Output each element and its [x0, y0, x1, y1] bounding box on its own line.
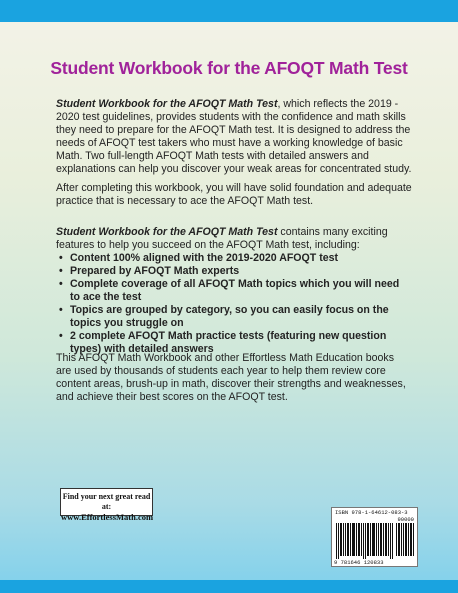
bullet-icon: • — [59, 278, 63, 290]
bullet-icon: • — [59, 330, 63, 342]
bottom-accent-bar — [0, 580, 458, 593]
barcode-bars-icon — [336, 523, 394, 559]
feature-text: 2 complete AFOQT Math practice tests (featuring new question types) with detailed answers — [70, 330, 387, 355]
feature-text: Content 100% aligned with the 2019-2020 AFOQT test — [70, 252, 339, 264]
completion-text: After completing this workbook, you will have solid foundation and adequate practice that is necessary to ace the AFOQT Math test. — [56, 182, 412, 207]
page-title: Student Workbook for the AFOQT Math Test — [50, 58, 408, 78]
features-book-title: Student Workbook for the AFOQT Math Test — [56, 226, 278, 238]
closing-text: This AFOQT Math Workbook and other Effortless Math Education books are used by thousands of students each year to help them review core content areas, brush-up in math, discover their strengths and weaknesses, and achieve their best scores on the AFOQT test. — [56, 352, 406, 403]
feature-text: Complete coverage of all AFOQT Math topics which you will need to ace the test — [70, 278, 400, 303]
website-promo-box — [60, 488, 154, 522]
feature-list — [56, 252, 412, 356]
intro-text: , which reflects the 2019 - 2020 test guidelines, provides students with the confidence and math skills they need to prepare for the AFOQT Math test. It is designed to address the needs of AFOQT test takers who must have a working knowledge of basic Math. Two full-length AFOQT Math tests with detailed answers and explanations can help you discover your weak areas for concentrated study. — [56, 98, 412, 175]
top-accent-bar — [0, 0, 458, 22]
features-intro-text: contains many exciting features to help you succeed on the AFOQT Math test, including: — [56, 226, 388, 251]
isbn-number: ISBN 978-1-64612-083-3 — [335, 509, 408, 516]
list-item — [56, 252, 412, 265]
feature-text: Prepared by AFOQT Math experts — [70, 265, 240, 277]
intro-book-title: Student Workbook for the AFOQT Math Test — [56, 98, 278, 110]
completion-paragraph — [56, 182, 412, 208]
list-item — [56, 265, 412, 278]
bullet-icon: • — [59, 304, 63, 316]
addon-barcode-bars-icon — [396, 523, 415, 556]
features-section — [56, 226, 412, 356]
price-code: 90000 — [397, 516, 414, 523]
list-item — [56, 278, 412, 304]
list-item — [56, 304, 412, 330]
feature-text: Topics are grouped by category, so you can easily focus on the topics you struggle on — [70, 304, 389, 329]
closing-paragraph — [56, 352, 412, 404]
bullet-icon: • — [59, 265, 63, 277]
promo-website-link[interactable]: www.EffortlessMath.com — [61, 512, 154, 522]
isbn-barcode — [331, 507, 418, 567]
promo-tagline: Find your next great read at: — [62, 492, 151, 511]
intro-paragraph — [56, 98, 412, 176]
ean-digits: 9 781646 120833 — [334, 559, 384, 566]
bullet-icon: • — [59, 252, 63, 264]
